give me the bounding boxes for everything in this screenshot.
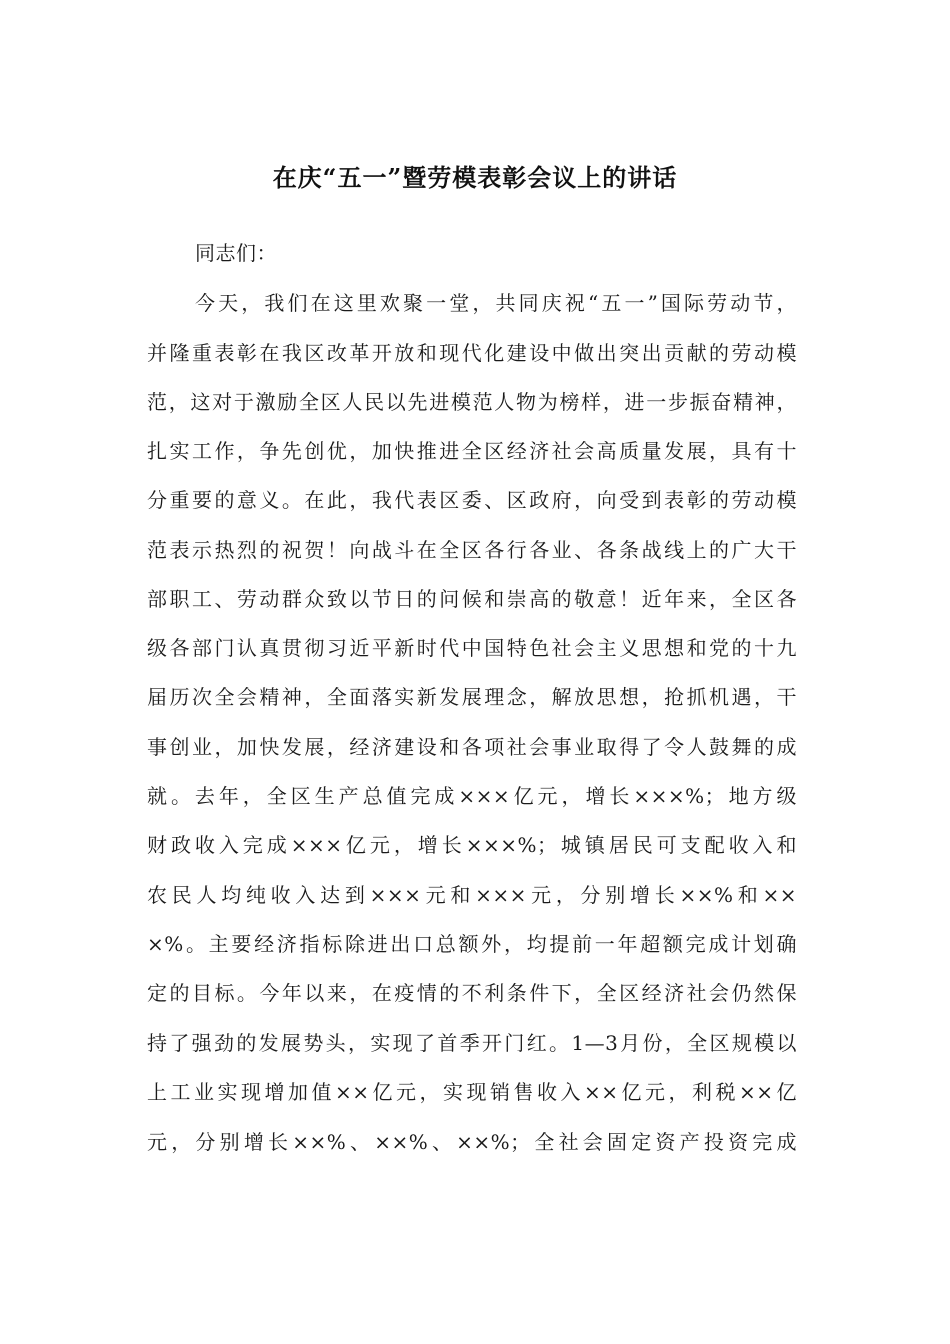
paragraph-line: 元，分别增长××%、××%、××%；全社会固定资产投资完成 <box>147 1130 797 1154</box>
paragraph-line: 并隆重表彰在我区改革开放和现代化建设中做出突出贡献的劳动模 <box>147 341 797 365</box>
paragraph-line: 事创业，加快发展，经济建设和各项社会事业取得了令人鼓舞的成 <box>147 735 797 759</box>
paragraph-line: 持了强劲的发展势头，实现了首季开门红。1—3月份，全区规模以 <box>147 1031 797 1055</box>
paragraph-line: 范，这对于激励全区人民以先进模范人物为榜样，进一步振奋精神， <box>147 390 797 414</box>
document-title: 在庆“五一”暨劳模表彰会议上的讲话 <box>272 163 678 192</box>
paragraph-line: 农民人均纯收入达到×××元和×××元，分别增长××%和×× <box>147 883 797 907</box>
paragraph-line: 财政收入完成×××亿元，增长×××%；城镇居民可支配收入和 <box>147 833 797 857</box>
paragraph-line: 届历次全会精神，全面落实新发展理念，解放思想，抢抓机遇，干 <box>147 685 797 709</box>
salutation: 同志们： <box>195 241 277 265</box>
paragraph-line: ×%。主要经济指标除进出口总额外，均提前一年超额完成计划确 <box>147 932 797 956</box>
paragraph-line: 上工业实现增加值××亿元，实现销售收入××亿元，利税××亿 <box>147 1080 797 1104</box>
paragraph-line: 部职工、劳动群众致以节日的问候和崇高的敬意！近年来，全区各 <box>147 587 797 611</box>
paragraph-line: 就。去年，全区生产总值完成×××亿元，增长×××%；地方级 <box>147 784 797 808</box>
paragraph-line: 级各部门认真贯彻习近平新时代中国特色社会主义思想和党的十九 <box>147 636 797 660</box>
paragraph-line: 范表示热烈的祝贺！向战斗在全区各行各业、各条战线上的广大干 <box>147 538 797 562</box>
paragraph-line: 扎实工作，争先创优，加快推进全区经济社会高质量发展，具有十 <box>147 439 797 463</box>
paragraph-line: 分重要的意义。在此，我代表区委、区政府，向受到表彰的劳动模 <box>147 488 797 512</box>
paragraph-line: 定的目标。今年以来，在疫情的不利条件下，全区经济社会仍然保 <box>147 981 797 1005</box>
paragraph-line: 今天，我们在这里欢聚一堂，共同庆祝“五一”国际劳动节， <box>195 291 797 315</box>
